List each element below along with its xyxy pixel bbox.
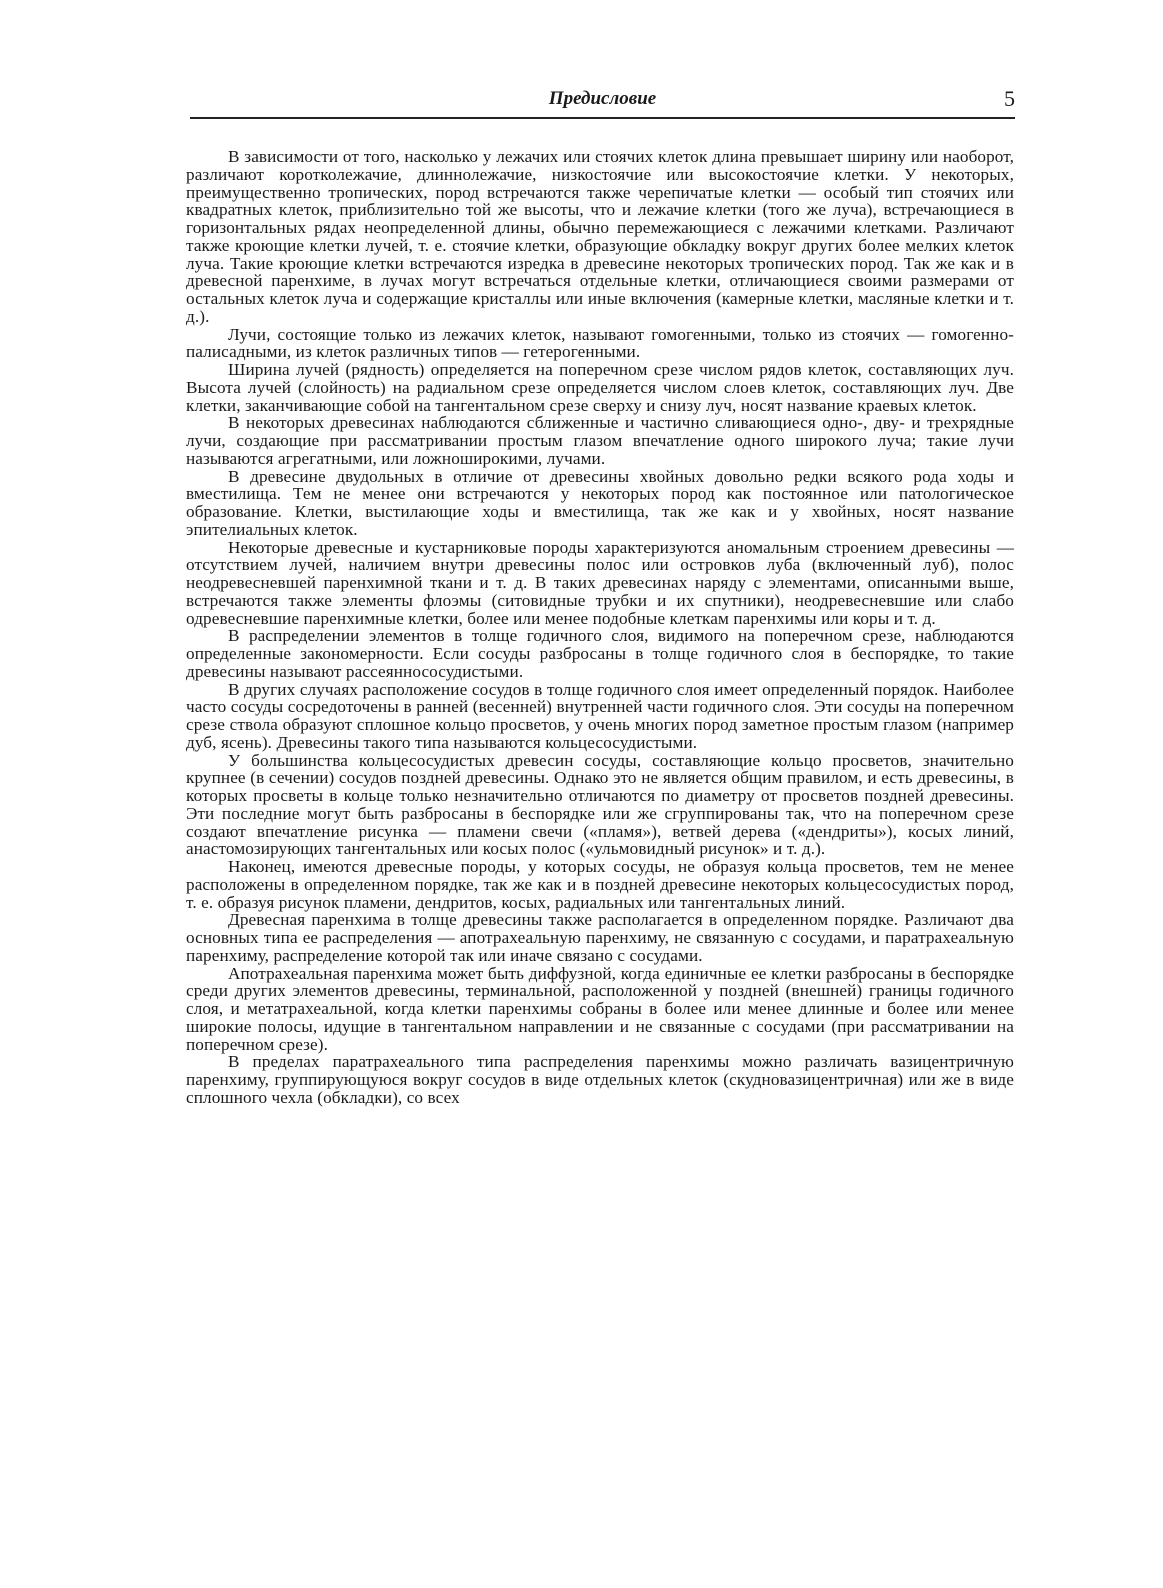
paragraph: Лучи, состоящие только из лежачих клеток, называют гомогенными, только из стоячих — гомогенно-палисадными, из клеток различных типов — гетерогенными. bbox=[186, 324, 1014, 362]
paragraph: Апотрахеальная паренхима может быть диффузной, когда единичные ее клетки разбросаны в беспорядке среди других элементов древесины, терминальной, расположенной у поздней (внешней) границы годичного слоя, и метатрахеальной, когда клетки паренхимы собраны в более или менее длинные и более или менее широкие полосы, идущие в тангентальном направлении и не связанные с сосудами (при рассматривании на поперечном срезе). bbox=[186, 963, 1014, 1054]
paragraph: В зависимости от того, насколько у лежачих или стоячих клеток длина превышает ширину или наоборот, различают коротколежачие, длиннолежачие, низкостоячие или высокостоячие клетки. У некоторых, преимущественно тропических, пород встречаются также черепичатые клетки — особый тип стоячих или квадратных клеток, приблизительно той же высоты, что и лежачие клетки (того же луча), встречающиеся в горизонтальных рядах неопределенной длины, обычно перемежающиеся с лежачими клетками. Различают также кроющие клетки лучей, т. е. стоячие клетки, образующие обкладку вокруг других более мелких клеток луча. Такие кроющие клетки встречаются изредка в древесине некоторых тропических пород. Так же как и в древесной паренхиме, в лучах могут встречаться отдельные клетки, отличающиеся своими размерами от остальных клеток луча и содержащие кристаллы или иные включения (камерные клетки, масляные клетки и т. д.). bbox=[186, 147, 1014, 326]
paragraph: В древесине двудольных в отличие от древесины хвойных довольно редки всякого рода ходы и вместилища. Тем не менее они встречаются у некоторых пород как постоянное или патологическое образование. Клетки, выстилающие ходы и вместилища, так же как и у хвойных, носят название эпителиальных клеток. bbox=[186, 466, 1014, 539]
page-number: 5 bbox=[1004, 86, 1015, 111]
paragraph: Древесная паренхима в толще древесины также располагается в определенном порядке. Различают два основных типа ее распределения — апотрахеальную паренхиму, не связанную с сосудами, и паратрахеальную паренхиму, распределение которой так или иначе связано с сосудами. bbox=[186, 910, 1014, 965]
header-rule bbox=[190, 117, 1015, 119]
body-text bbox=[186, 148, 1014, 1107]
paragraph: Наконец, имеются древесные породы, у которых сосуды, не образуя кольца просветов, тем не менее расположены в определенном порядке, так же как и в поздней древесине некоторых кольцесосудистых пород, т. е. образуя рисунок пламени, дендритов, косых, радиальных или тангентальных линий. bbox=[186, 857, 1014, 912]
paragraph: В распределении элементов в толще годичного слоя, видимого на поперечном срезе, наблюдаются определенные закономерности. Если сосуды разбросаны в толще годичного слоя в беспорядке, то такие древесины называют рассеяннососудистыми. bbox=[186, 626, 1014, 681]
page-header bbox=[190, 86, 1015, 114]
paragraph: В других случаях расположение сосудов в толще годичного слоя имеет определенный порядок. Наиболее часто сосуды сосредоточены в ранней (весенней) внутренней части годичного слоя. Эти сосуды на поперечном срезе ствола образуют сплошное кольцо просветов, у очень многих пород заметное простым глазом (например дуб, ясень). Древесины такого типа называются кольцесосудистыми. bbox=[186, 679, 1014, 752]
running-title: Предисловие bbox=[548, 88, 657, 109]
paragraph: В пределах паратрахеального типа распределения паренхимы можно различать вазицентричную паренхиму, группирующуюся вокруг сосудов в виде отдельных клеток (скудновазицентричная) или же в виде сплошного чехла (обкладки), со всех bbox=[186, 1052, 1014, 1107]
paragraph: В некоторых древесинах наблюдаются сближенные и частично сливающиеся одно-, дву- и трехрядные лучи, создающие при рассматривании простым глазом впечатление одного широкого луча; такие лучи называются агрегатными, или ложноширокими, лучами. bbox=[186, 413, 1014, 468]
paragraph: Некоторые древесные и кустарниковые породы характеризуются аномальным строением древесины — отсутствием лучей, наличием внутри древесины полос или островков луба (включенный луб), полос неодревесневшей паренхимной ткани и т. д. В таких древесинах наряду с элементами, описанными выше, встречаются также элементы флоэмы (ситовидные трубки и их спутники), неодревесневшие или слабо одревесневшие паренхимные клетки, более или менее подобные клеткам паренхимы или коры и т. д. bbox=[186, 537, 1014, 628]
paragraph: Ширина лучей (рядность) определяется на поперечном срезе числом рядов клеток, составляющих луч. Высота лучей (слойность) на радиальном срезе определяется числом слоев клеток, составляющих луч. Две клетки, заканчивающие собой на тангентальном срезе сверху и снизу луч, носят название краевых клеток. bbox=[186, 360, 1014, 415]
paragraph: У большинства кольцесосудистых древесин сосуды, составляющие кольцо просветов, значительно крупнее (в сечении) сосудов поздней древесины. Однако это не является общим правилом, и есть древесины, в которых просветы в кольце только незначительно отличаются по диаметру от просветов поздней древесины. Эти последние могут быть разбросаны в беспорядке или же сгруппированы так, что на поперечном срезе создают впечатление рисунка — пламени свечи («пламя»), ветвей дерева («дендриты»), косых линий, анастомозирующих тангентальных или косых полос («ульмовидный рисунок» и т. д.). bbox=[186, 750, 1014, 859]
